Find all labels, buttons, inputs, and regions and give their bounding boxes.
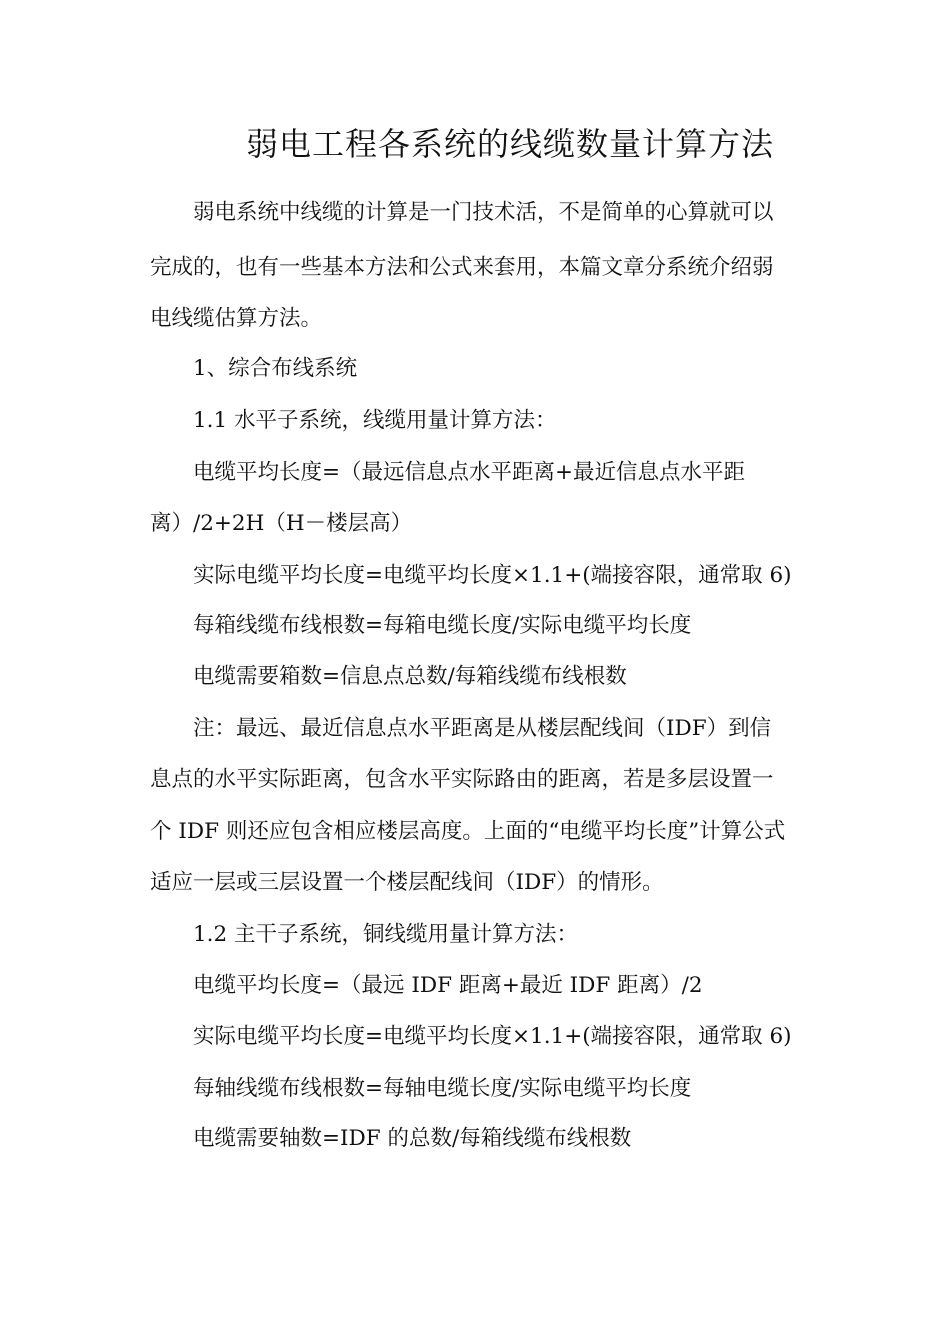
note-line-3: 个 IDF 则还应包含相应楼层高度。上面的“电缆平均长度”计算公式 (150, 819, 786, 844)
formula-line: 每轴线缆布线根数=每轴电缆长度/实际电缆平均长度 (193, 1076, 692, 1101)
paragraph-intro-line-2: 完成的，也有一些基本方法和公式来套用，本篇文章分系统介绍弱 (150, 255, 774, 280)
formula-line: 实际电缆平均长度=电缆平均长度×1.1+(端接容限，通常取 6) (193, 1024, 792, 1049)
note-line-4: 适应一层或三层设置一个楼层配线间（IDF）的情形。 (150, 870, 664, 895)
subsection-heading-1-1: 1.1 水平子系统，线缆用量计算方法： (193, 408, 557, 433)
formula-line: 电缆需要轴数=IDF 的总数/每箱线缆布线根数 (193, 1126, 632, 1151)
formula-line: 电缆需要箱数=信息点总数/每箱线缆布线根数 (193, 664, 627, 689)
section-heading-1: 1、综合布线系统 (193, 356, 358, 381)
formula-line: 每箱线缆布线根数=每箱电缆长度/实际电缆平均长度 (193, 613, 692, 638)
paragraph-intro-line-3: 电线缆估算方法。 (150, 306, 323, 331)
formula-line-continued: 离）/2+2H（H－楼层高） (150, 511, 413, 536)
formula-line: 电缆平均长度=（最远 IDF 距离+最近 IDF 距离）/2 (193, 973, 703, 998)
paragraph-intro-line-1: 弱电系统中线缆的计算是一门技术活，不是简单的心算就可以 (193, 200, 774, 225)
formula-line: 电缆平均长度=（最远信息点水平距离+最近信息点水平距 (193, 460, 746, 485)
subsection-heading-1-2: 1.2 主干子系统，铜线缆用量计算方法： (193, 922, 579, 947)
note-line-1: 注：最远、最近信息点水平距离是从楼层配线间（IDF）到信 (193, 716, 772, 741)
note-line-2: 息点的水平实际距离，包含水平实际路由的距离，若是多层设置一 (150, 767, 774, 792)
page-title: 弱电工程各系统的线缆数量计算方法 (245, 125, 774, 163)
formula-line: 实际电缆平均长度=电缆平均长度×1.1+(端接容限，通常取 6) (193, 563, 792, 588)
